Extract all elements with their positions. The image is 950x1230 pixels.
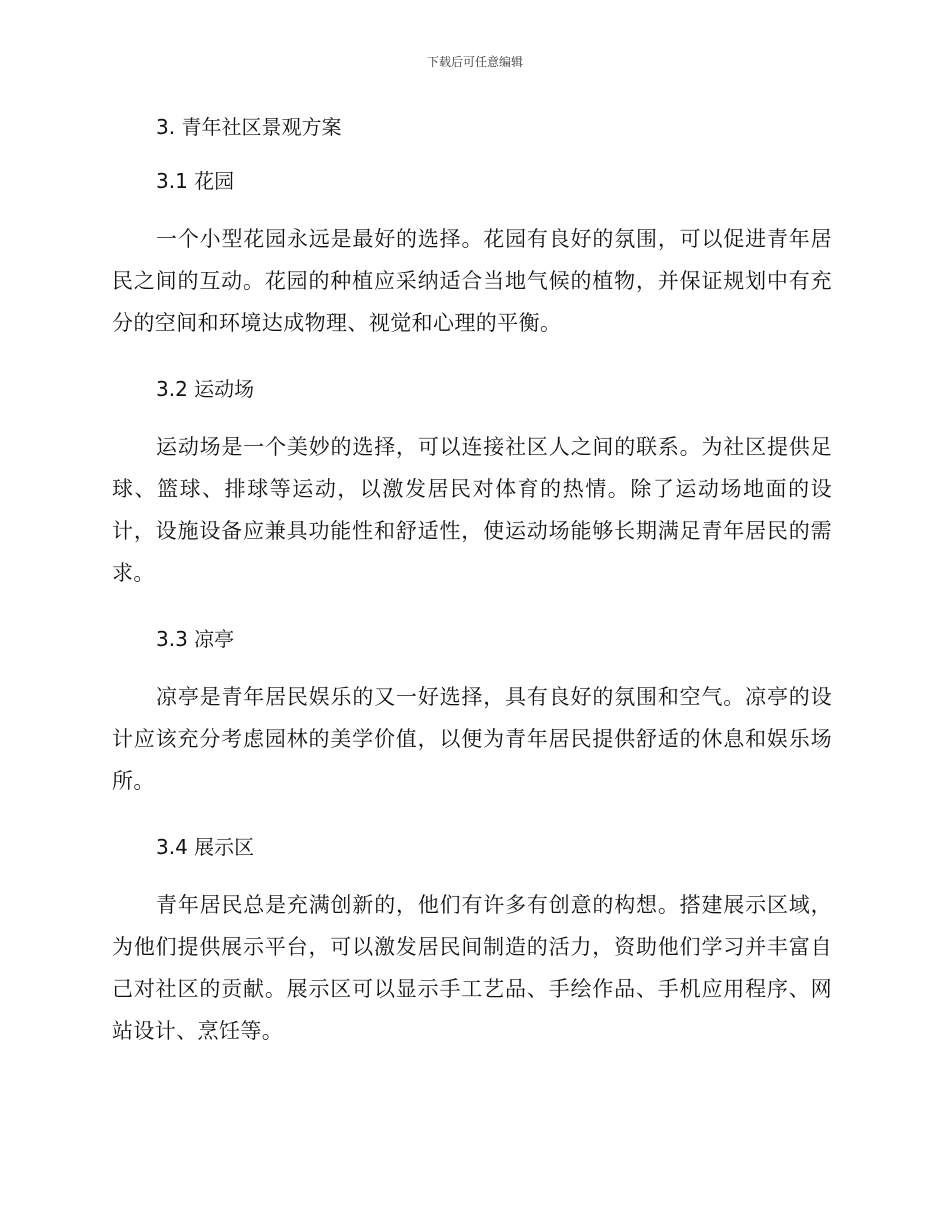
page-header-note: 下载后可任意编辑 (426, 55, 523, 69)
document-body (112, 112, 832, 1082)
paragraph-exhibition-area: 青年居民总是充满创新的，他们有许多有创意的构想。搭建展示区域，为他们提供展示平台，可以激发居民间制造的活力，资助他们学习并丰富自己对社区的贡献。展示区可以显示手工艺品、手绘作品、手机应用程序、网站设计、烹饪等。 (112, 893, 832, 1043)
paragraph-garden: 一个小型花园永远是最好的选择。花园有良好的氛围，可以促进青年居民之间的互动。花园的种植应采纳适合当地气候的植物，并保证规划中有充分的空间和环境达成物理、视觉和心理的平衡。 (112, 227, 832, 335)
subsection-heading-exhibition-area: 3.4 展示区 (156, 835, 255, 859)
paragraph-pavilion: 凉亭是青年居民娱乐的又一好选择，具有良好的氛围和空气。凉亭的设计应该充分考虑园林的美学价值，以便为青年居民提供舒适的休息和娱乐场所。 (112, 685, 832, 793)
subsection-heading-sports-field: 3.2 运动场 (156, 377, 255, 401)
subsection-heading-pavilion: 3.3 凉亭 (156, 627, 235, 651)
paragraph-sports-field: 运动场是一个美妙的选择，可以连接社区人之间的联系。为社区提供足球、篮球、排球等运动，以激发居民对体育的热情。除了运动场地面的设计，设施设备应兼具功能性和舒适性，使运动场能够长期满足青年居民的需求。 (112, 435, 832, 585)
subsection-heading-garden: 3.1 花园 (156, 169, 235, 193)
section-title: 3. 青年社区景观方案 (156, 115, 342, 139)
